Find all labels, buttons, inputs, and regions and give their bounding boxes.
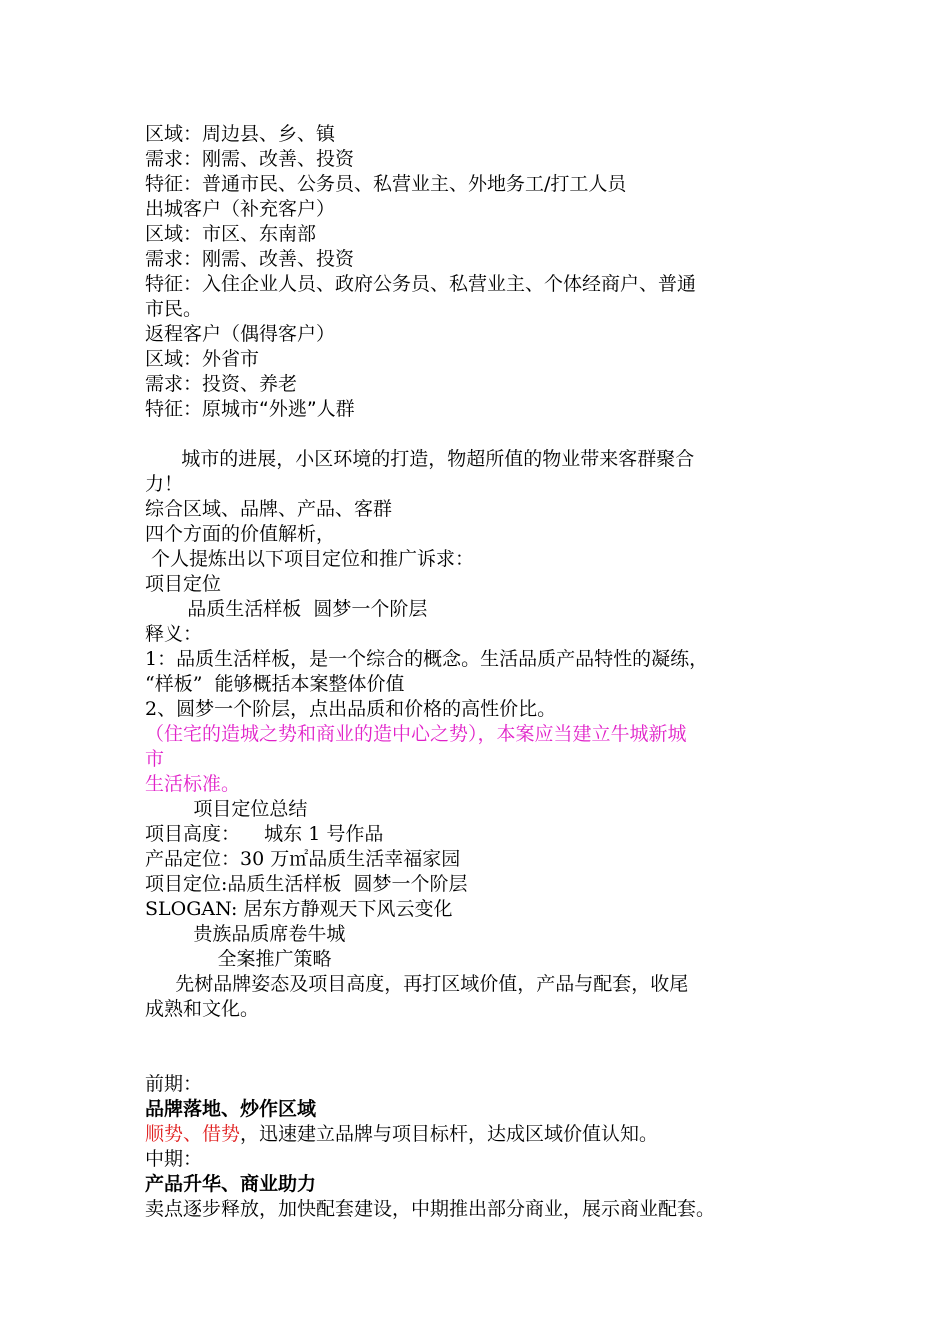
text-line: 需求：刚需、改善、投资 <box>145 148 355 170</box>
phase-title: 产品升华、商业助力 <box>145 1173 317 1195</box>
text-line: 区域：市区、东南部 <box>145 223 317 245</box>
paragraph-line: 城市的进展，小区环境的打造，物超所值的物业带来客群聚合 <box>145 448 695 470</box>
slogan-line: SLOGAN: 居东方静观天下风云变化 <box>145 898 453 920</box>
summary-line: 产品定位：30 万㎡品质生活幸福家园 <box>145 848 461 870</box>
highlight-line: （住宅的造城之势和商业的造中心之势），本案应当建立牛城新城 <box>145 723 687 745</box>
explain-line: 2、圆梦一个阶层，点出品质和价格的高性价比。 <box>145 698 557 720</box>
highlight-line: 市 <box>145 748 165 770</box>
explain-label: 释义： <box>145 623 203 645</box>
highlight-text: 顺势、借势 <box>145 1123 241 1145</box>
text-line: 需求：投资、养老 <box>145 373 298 395</box>
blank-line <box>145 422 810 447</box>
text-line: 区域：周边县、乡、镇 <box>145 123 336 145</box>
section-heading: 项目定位 <box>145 573 222 595</box>
summary-line: 项目高度： 城东 1 号作品 <box>145 823 384 845</box>
text-line: 市民。 <box>145 298 203 320</box>
paragraph-line: 先树品牌姿态及项目高度，再打区域价值，产品与配套，收尾 <box>145 973 689 995</box>
highlight-line: 生活标准。 <box>145 773 241 795</box>
paragraph-line: 综合区域、品牌、产品、客群 <box>145 498 393 520</box>
text-line: 区域：外省市 <box>145 348 260 370</box>
explain-line: 1：品质生活样板，是一个综合的概念。生活品质产品特性的凝练， <box>145 648 709 670</box>
phase-description: 卖点逐步释放，加快配套建设，中期推出部分商业，展示商业配套。 <box>145 1198 716 1220</box>
text-line: 特征：入住企业人员、政府公务员、私营业主、个体经商户、普通 <box>145 273 697 295</box>
summary-line: 项目定位:品质生活样板 圆梦一个阶层 <box>145 873 468 895</box>
phase-text: ，迅速建立品牌与项目标杆，达成区域价值认知。 <box>240 1123 659 1145</box>
slogan-line: 贵族品质席卷牛城 <box>145 923 346 945</box>
section-heading: 全案推广策略 <box>145 948 332 970</box>
phase-title: 品牌落地、炒作区域 <box>145 1098 317 1120</box>
paragraph-line: 力！ <box>145 473 184 495</box>
positioning-statement: 品质生活样板 圆梦一个阶层 <box>145 598 428 620</box>
section-heading: 出城客户（补充客户） <box>145 198 336 220</box>
section-heading: 项目定位总结 <box>145 798 308 820</box>
text-line: 特征：原城市“外逃”人群 <box>145 398 355 420</box>
phase-label: 前期： <box>145 1073 203 1095</box>
paragraph-line: 成熟和文化。 <box>145 998 260 1020</box>
section-heading: 返程客户（偶得客户） <box>145 323 336 345</box>
blank-line <box>145 1022 810 1072</box>
phase-label: 中期： <box>145 1148 203 1170</box>
document-body <box>145 122 810 1222</box>
paragraph-line: 个人提炼出以下项目定位和推广诉求： <box>145 548 475 570</box>
explain-line: “样板” 能够概括本案整体价值 <box>145 673 405 695</box>
paragraph-line: 四个方面的价值解析， <box>145 523 336 545</box>
text-line: 特征：普通市民、公务员、私营业主、外地务工/打工人员 <box>145 173 627 195</box>
phase-description <box>145 1122 810 1147</box>
text-line: 需求：刚需、改善、投资 <box>145 248 355 270</box>
